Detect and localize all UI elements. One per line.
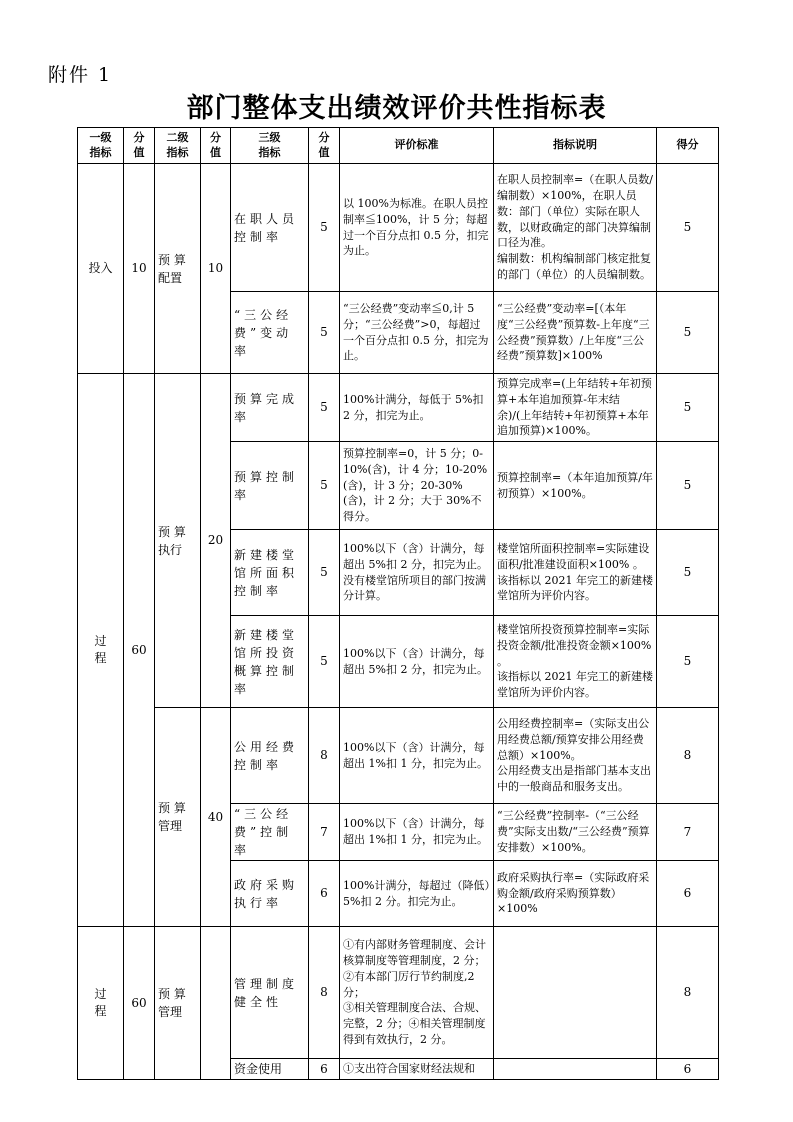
header-criteria: 评价标准 <box>340 128 494 164</box>
evaluation-criteria: 100%计满分，每低于 5%扣 2 分，扣完为止。 <box>340 374 494 442</box>
level3-indicator: 预算完成率 <box>231 374 309 442</box>
indicator-description: 在职人员控制率=（在职人员数/编制数）×100%，在职人员数：部门（单位）实际在职人数，以财政确定的部门决算编制口径为准。 编制数：机构编制部门核定批复的部门（单位）的人员编制数。 <box>494 164 657 292</box>
indicator-description: 预算控制率=（本年追加预算/年初预算）×100%。 <box>494 442 657 530</box>
level2-indicator: 预 算 管理 <box>155 708 201 927</box>
row-score: 8 <box>657 708 719 804</box>
evaluation-criteria: ①有内部财务管理制度、会计核算制度等管理制度，2 分； ②有本部门厉行节约制度,2 分； ③相关管理制度合法、合规、完整，2 分；④相关管理制度得到有效执行，2 分。 <box>340 927 494 1059</box>
row-score: 6 <box>657 1059 719 1080</box>
level3-indicator: 在职人员控制率 <box>231 164 309 292</box>
indicator-description: 楼堂馆所面积控制率=实际建设面积/批准建设面积×100% 。 该指标以 2021 年完工的新建楼堂馆所为评价内容。 <box>494 530 657 616</box>
indicator-description: “三公经费”控制率-（“三公经费”实际支出数/“三公经费”预算安排数）×100%。 <box>494 804 657 861</box>
header-score3: 分 值 <box>309 128 340 164</box>
header-description: 指标说明 <box>494 128 657 164</box>
level2-score: 20 <box>201 374 231 708</box>
level3-indicator: “三公经费”控制率 <box>231 804 309 861</box>
level3-score: 5 <box>309 616 340 708</box>
row-score: 5 <box>657 442 719 530</box>
level1-score: 60 <box>124 927 155 1080</box>
evaluation-criteria: 100%以下（含）计满分，每超出 5%扣 2 分，扣完为止。没有楼堂馆所项目的部门按满分计算。 <box>340 530 494 616</box>
level3-score: 8 <box>309 927 340 1059</box>
row-score: 8 <box>657 927 719 1059</box>
level3-indicator: “三公经费”变动率 <box>231 292 309 374</box>
indicator-description: 预算完成率=(上年结转+年初预算+本年追加预算-年末结余)/(上年结转+年初预算+本年追加预算)×100%。 <box>494 374 657 442</box>
level3-score: 5 <box>309 530 340 616</box>
level3-indicator: 管理制度健全性 <box>231 927 309 1059</box>
header-score: 得分 <box>657 128 719 164</box>
evaluation-criteria: 100%以下（含）计满分，每超出 5%扣 2 分，扣完为止。 <box>340 616 494 708</box>
row-score: 6 <box>657 861 719 927</box>
row-score: 5 <box>657 530 719 616</box>
page-title: 部门整体支出绩效评价共性指标表 <box>186 93 607 124</box>
header-level3: 三级 指标 <box>231 128 309 164</box>
level3-score: 5 <box>309 442 340 530</box>
evaluation-criteria: ①支出符合国家财经法规和 <box>340 1059 494 1080</box>
level1-indicator: 过 程 <box>78 927 124 1080</box>
level3-score: 5 <box>309 164 340 292</box>
level1-indicator: 投入 <box>78 164 124 374</box>
level2-indicator: 预 算 配置 <box>155 164 201 374</box>
level3-indicator: 新建楼堂馆所面积控制率 <box>231 530 309 616</box>
level3-score: 5 <box>309 374 340 442</box>
evaluation-criteria: 100%计满分，每超过（降低）5%扣 2 分。扣完为止。 <box>340 861 494 927</box>
header-score2: 分 值 <box>201 128 231 164</box>
table-row <box>78 927 719 1059</box>
evaluation-criteria: 100%以下（含）计满分，每超出 1%扣 1 分，扣完为止。 <box>340 708 494 804</box>
level1-score: 10 <box>124 164 155 374</box>
indicator-description <box>494 927 657 1059</box>
level3-indicator: 预算控制率 <box>231 442 309 530</box>
level3-score: 8 <box>309 708 340 804</box>
level3-score: 5 <box>309 292 340 374</box>
level1-indicator: 过 程 <box>78 374 124 927</box>
row-score: 5 <box>657 374 719 442</box>
row-score: 5 <box>657 164 719 292</box>
level1-score: 60 <box>124 374 155 927</box>
level3-score: 6 <box>309 1059 340 1080</box>
evaluation-criteria: 预算控制率=0，计 5 分；0-10%(含)，计 4 分；10-20%(含)，计 3 分；20-30%(含)，计 2 分；大于 30%不得分。 <box>340 442 494 530</box>
evaluation-criteria: “三公经费”变动率≦0,计 5 分；“三公经费”>0，每超过一个百分点扣 0.5 分，扣完为止。 <box>340 292 494 374</box>
indicator-description <box>494 1059 657 1080</box>
table-row <box>78 708 719 804</box>
header-score1: 分 值 <box>124 128 155 164</box>
indicator-table <box>77 127 719 1080</box>
level2-score <box>201 927 231 1080</box>
level2-score: 40 <box>201 708 231 927</box>
level3-score: 6 <box>309 861 340 927</box>
indicator-description: “三公经费”变动率=[（本年度“三公经费”预算数-上年度“三公经费”预算数）/上年度“三公经费”预算数]×100% <box>494 292 657 374</box>
row-score: 7 <box>657 804 719 861</box>
indicator-description: 公用经费控制率=（实际支出公用经费总额/预算安排公用经费总额）×100%。 公用经费支出是指部门基本支出中的一般商品和服务支出。 <box>494 708 657 804</box>
level2-score: 10 <box>201 164 231 374</box>
table-row <box>78 374 719 442</box>
level3-indicator: 政府采购执行率 <box>231 861 309 927</box>
evaluation-criteria: 以 100%为标准。在职人员控制率≦100%，计 5 分；每超过一个百分点扣 0.5 分，扣完为止。 <box>340 164 494 292</box>
level3-score: 7 <box>309 804 340 861</box>
level2-indicator: 预 算 执行 <box>155 374 201 708</box>
level3-indicator: 公用经费控制率 <box>231 708 309 804</box>
indicator-description: 楼堂馆所投资预算控制率=实际投资金额/批准投资金额×100% 。 该指标以 2021 年完工的新建楼堂馆所为评价内容。 <box>494 616 657 708</box>
level3-indicator: 新建楼堂馆所投资概算控制率 <box>231 616 309 708</box>
header-level1: 一级 指标 <box>78 128 124 164</box>
level2-indicator: 预 算 管理 <box>155 927 201 1080</box>
indicator-description: 政府采购执行率=（实际政府采购金额/政府采购预算数）×100% <box>494 861 657 927</box>
row-score: 5 <box>657 292 719 374</box>
row-score: 5 <box>657 616 719 708</box>
header-level2: 二级 指标 <box>155 128 201 164</box>
evaluation-criteria: 100%以下（含）计满分，每超出 1%扣 1 分，扣完为止。 <box>340 804 494 861</box>
attachment-label: 附件 1 <box>48 64 113 86</box>
table-header-row <box>78 128 719 164</box>
level3-indicator: 资金使用 <box>231 1059 309 1080</box>
table-row <box>78 164 719 292</box>
